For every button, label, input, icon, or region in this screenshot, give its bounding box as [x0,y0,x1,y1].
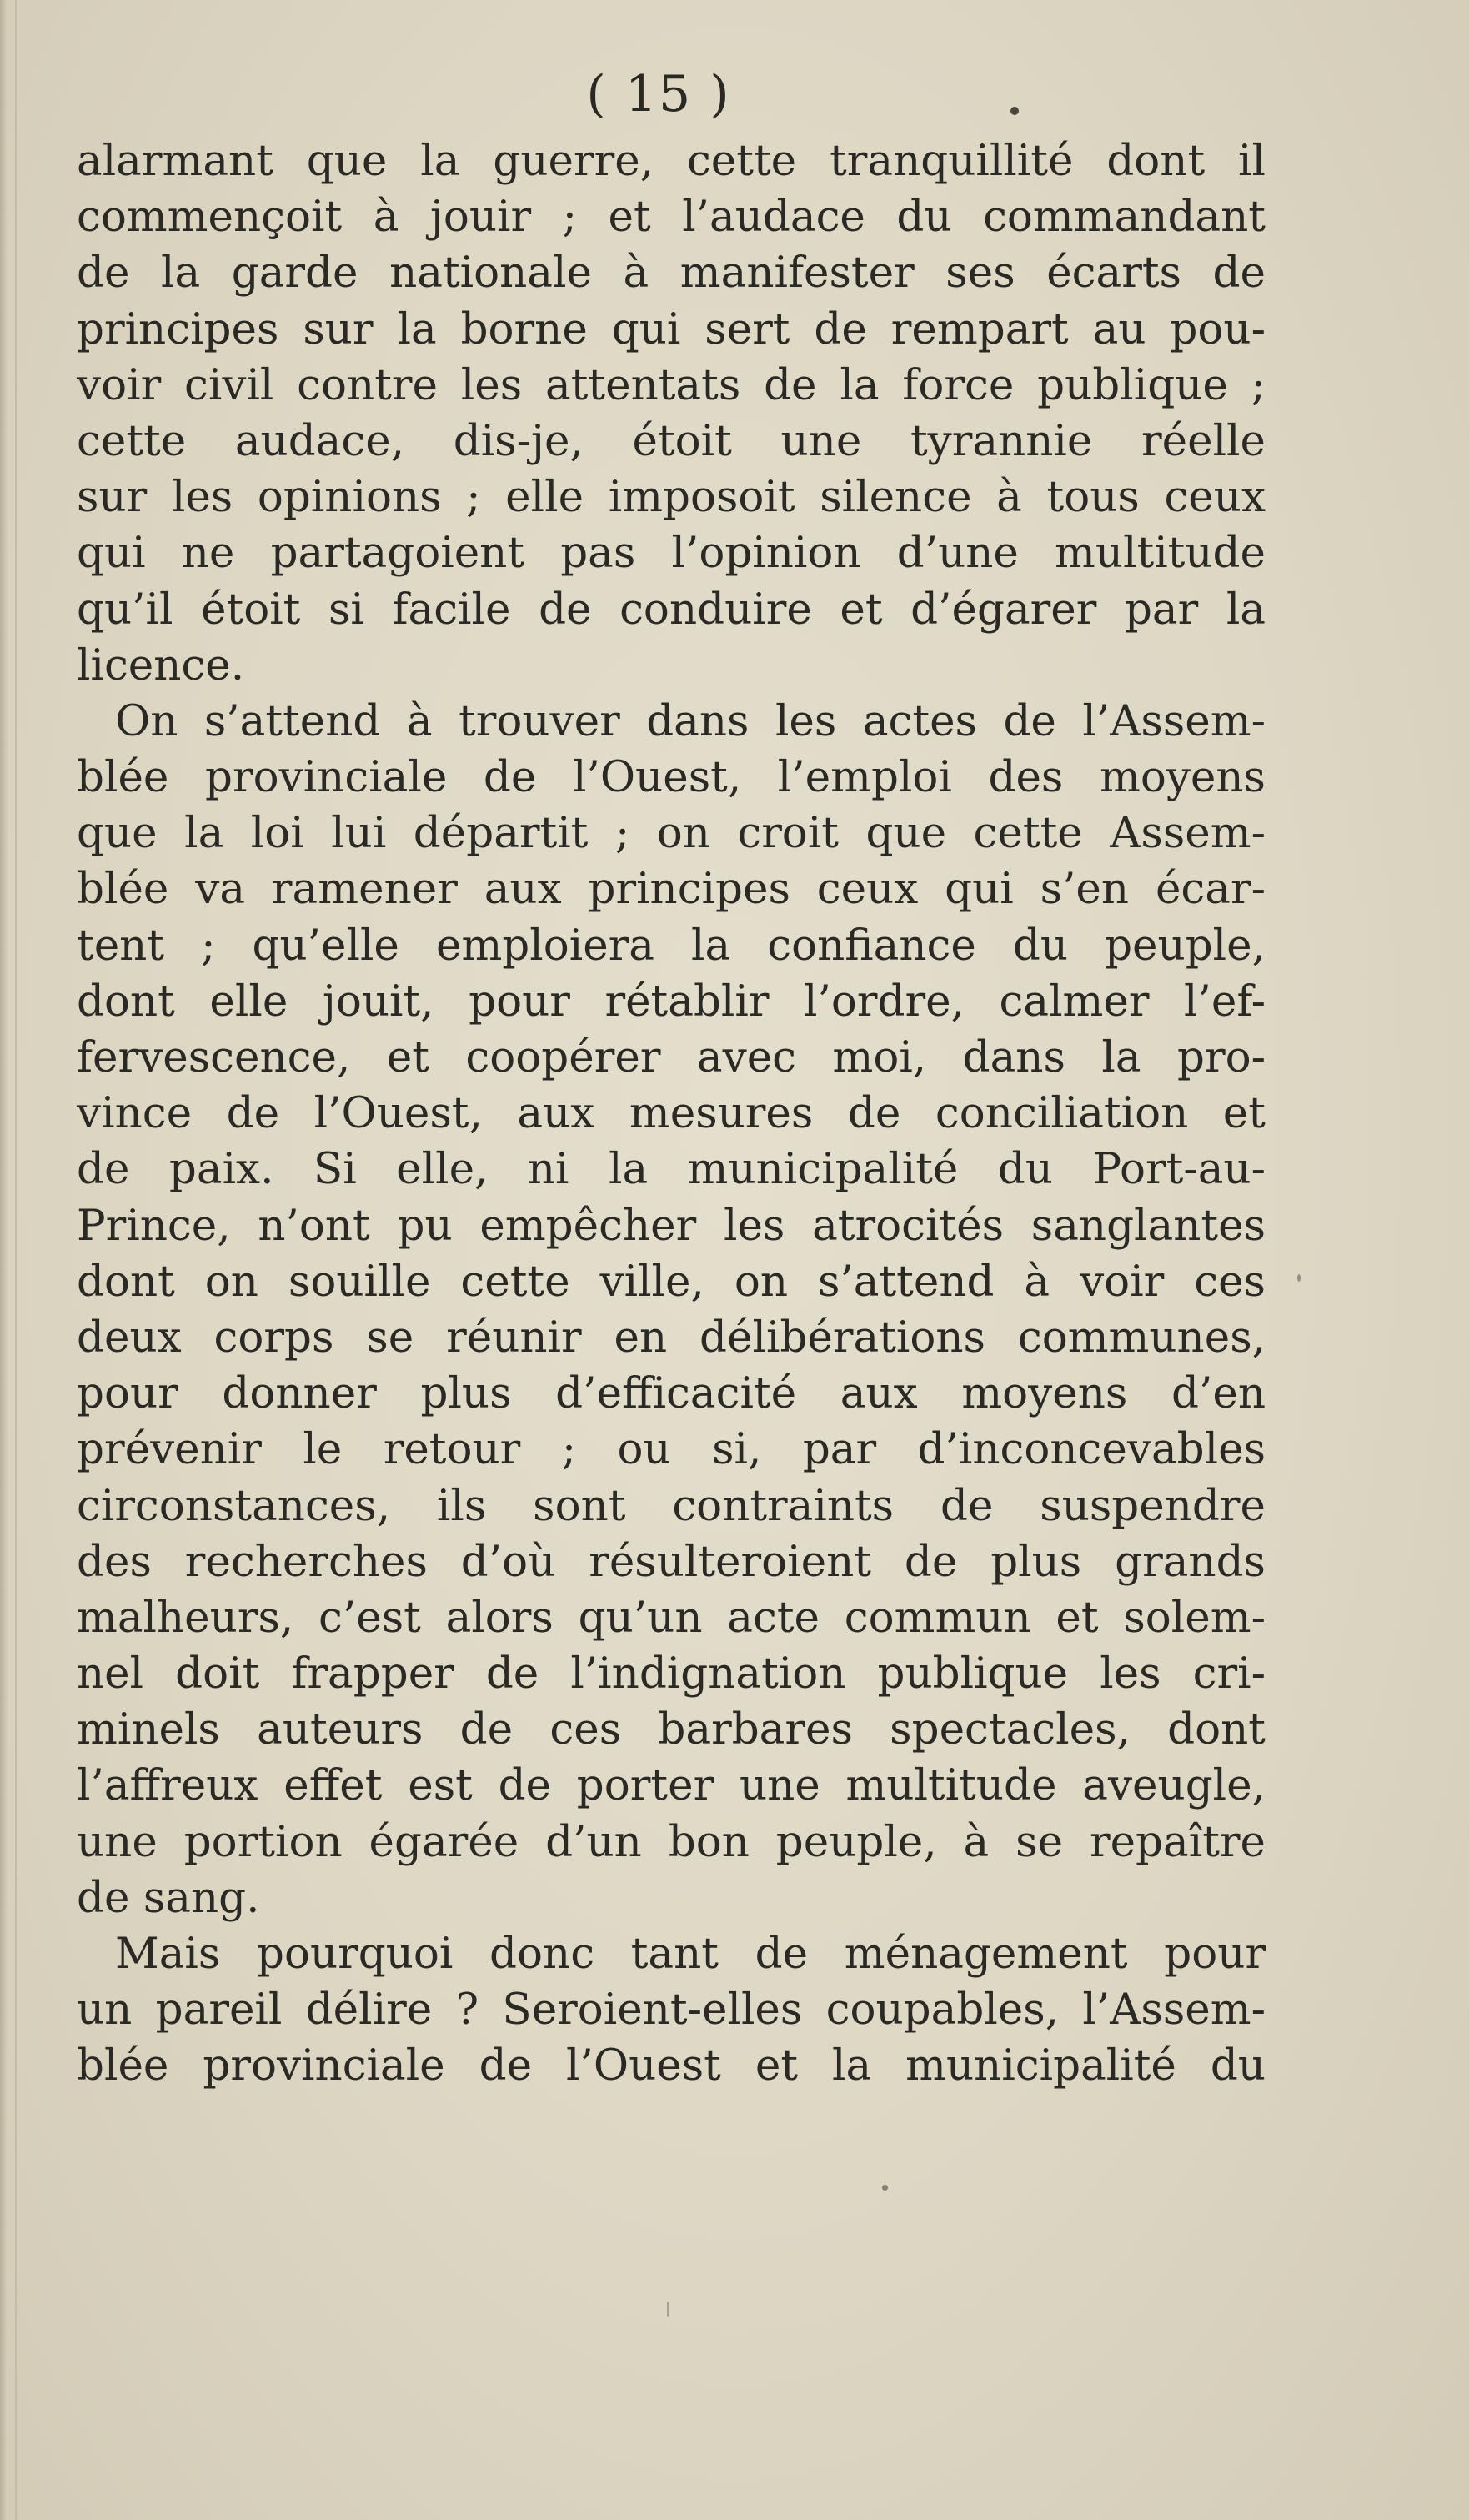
text-line: de sang. [77,1872,260,1923]
text-line: licence. [77,640,245,690]
text-line: l’affreux effet est de porter une multitude aveugle, [77,1760,1266,1811]
text-line: une portion égarée d’un bon peuple, à se repaître [77,1816,1266,1867]
text-line: nel doit frapper de l’indignation publique les cri- [77,1649,1266,1699]
ink-speck [882,2185,888,2191]
text-line: blée provinciale de l’Ouest et la municipalité du [77,2041,1266,2091]
text-line: sur les opinions ; elle imposoit silence à tous ceux [77,472,1266,523]
text-line: qu’il étoit si facile de conduire et d’égarer par la [77,584,1266,635]
text-line: minels auteurs de ces barbares spectacles, dont [77,1704,1266,1755]
body-text [77,133,1266,2095]
text-line: prévenir le retour ; ou si, par d’inconcevables [77,1424,1266,1475]
page-gutter-edge [0,0,8,2520]
text-line: alarmant que la guerre, cette tranquillité dont il [77,136,1266,186]
text-line: cette audace, dis-je, étoit une tyrannie réelle [77,415,1266,466]
text-line: dont elle jouit, pour rétablir l’ordre, calmer l’ef- [77,976,1266,1027]
text-line: blée provinciale de l’Ouest, l’emploi des moyens [77,752,1266,803]
page-gutter-line [15,0,17,2520]
text-line: blée va ramener aux principes ceux qui s’en écar- [77,864,1266,915]
text-line: que la loi lui départit ; on croit que cette Assem- [77,808,1266,859]
ink-speck [667,2302,669,2317]
ink-speck [1010,107,1019,115]
text-line: voir civil contre les attentats de la force publique ; [77,359,1266,410]
text-line: de la garde nationale à manifester ses écarts de [77,248,1266,299]
ink-speck [1297,1274,1301,1282]
paragraph-start-line: Mais pourquoi donc tant de ménagement pour [115,1929,1266,1979]
text-line: commençoit à jouir ; et l’audace du commandant [77,192,1266,243]
text-line: deux corps se réunir en délibérations communes, [77,1312,1266,1363]
text-line: tent ; qu’elle emploiera la confiance du peuple, [77,920,1266,971]
text-line: pour donner plus d’efficacité aux moyens d’en [77,1368,1266,1419]
text-line: un pareil délire ? Seroient-elles coupables, l’Assem- [77,1985,1266,2036]
text-line: des recherches d’où résulteroient de plus grands [77,1536,1266,1587]
text-line: dont on souille cette ville, on s’attend à voir ces [77,1256,1266,1307]
text-line: fervescence, et coopérer avec moi, dans la pro- [77,1032,1266,1082]
text-line: malheurs, c’est alors qu’un acte commun et solem- [77,1592,1266,1643]
page-number: ( 15 ) [586,65,731,123]
text-line: principes sur la borne qui sert de rempart au pou- [77,304,1266,354]
text-line: de paix. Si elle, ni la municipalité du Port-au- [77,1144,1266,1195]
paragraph-start-line: On s’attend à trouver dans les actes de l’Assem- [115,695,1266,746]
text-line: qui ne partagoient pas l’opinion d’une multitude [77,528,1266,579]
text-line: vince de l’Ouest, aux mesures de conciliation et [77,1088,1266,1139]
text-line: circonstances, ils sont contraints de suspendre [77,1480,1266,1531]
text-line: Prince, n’ont pu empêcher les atrocités sanglantes [77,1200,1266,1251]
